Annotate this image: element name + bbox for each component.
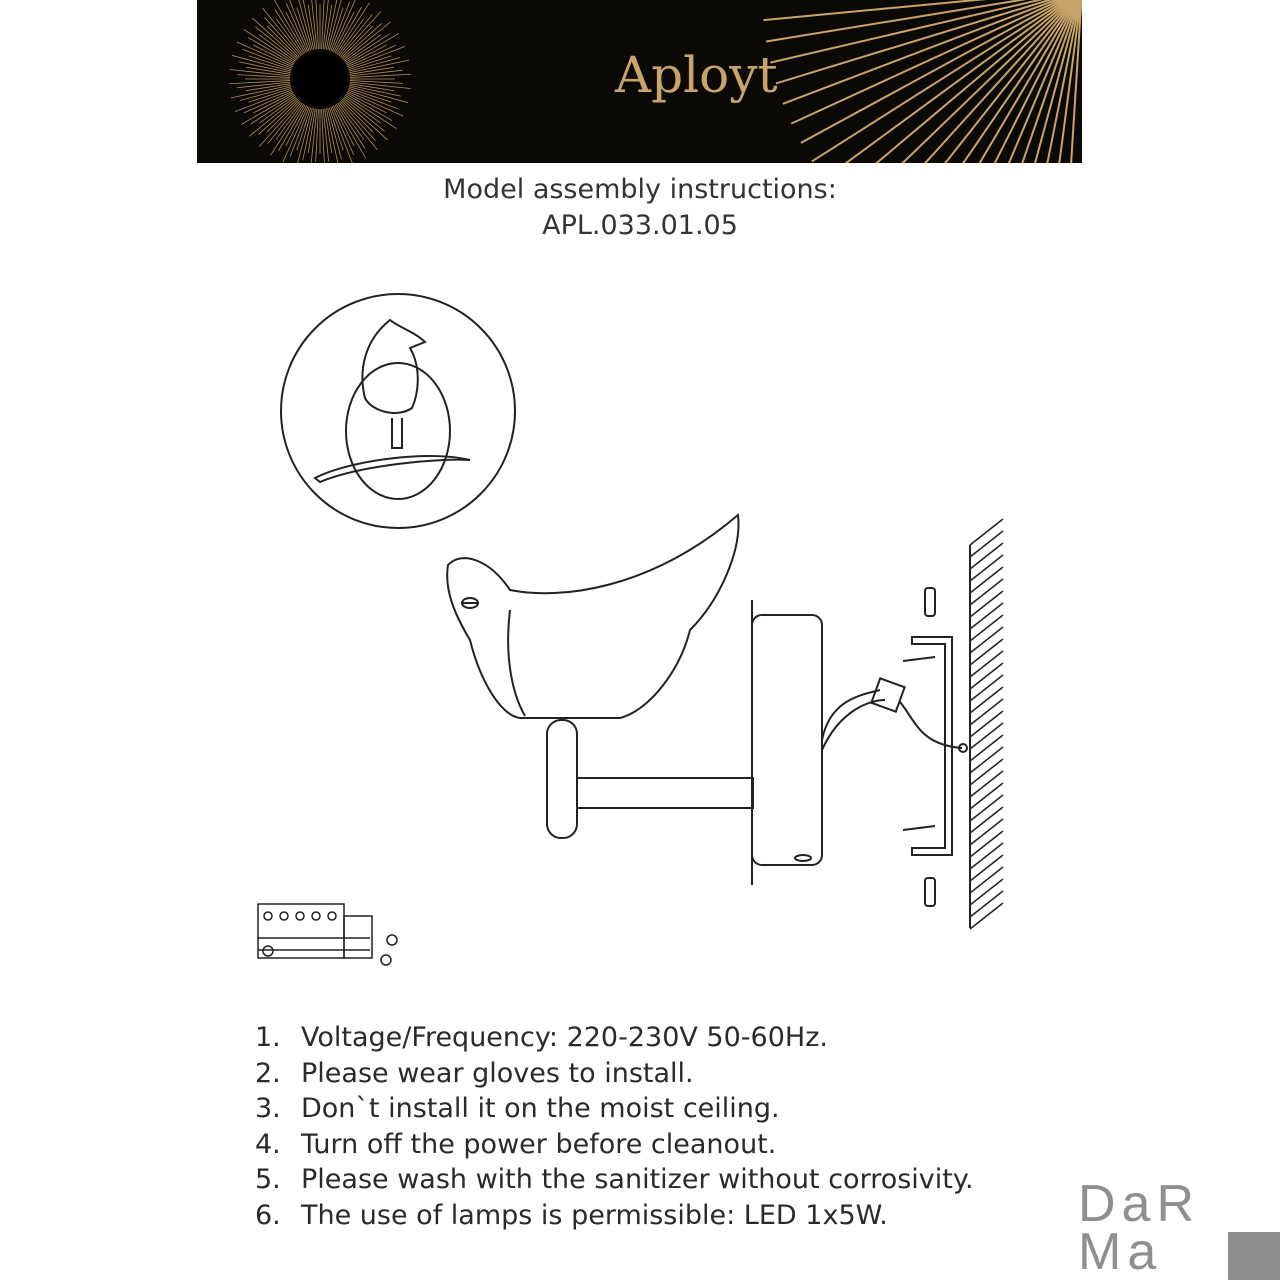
list-item: 4. Turn off the power before cleanout. bbox=[255, 1128, 777, 1160]
document-title: Model assembly instructions: bbox=[443, 174, 837, 205]
watermark-logo: DaR Ma bbox=[1078, 1180, 1280, 1280]
list-item: 5. Please wash with the sanitizer without corrosivity. bbox=[255, 1164, 974, 1196]
sun-center-icon bbox=[293, 52, 347, 106]
brand-logo: Aployt bbox=[615, 46, 778, 104]
list-item: 3. Don`t install it on the moist ceiling. bbox=[255, 1093, 780, 1125]
lamp-preview-inset bbox=[281, 294, 515, 528]
assembly-diagram bbox=[0, 270, 1280, 990]
lamp-side-view bbox=[447, 515, 970, 928]
instruction-list bbox=[255, 1020, 974, 1234]
list-item: 6. The use of lamps is permissible: LED 1x5W. bbox=[255, 1199, 888, 1231]
brand-banner bbox=[197, 0, 1082, 163]
model-number: APL.033.01.05 bbox=[542, 210, 738, 241]
wiring-diagram bbox=[258, 904, 397, 965]
list-item: 2. Please wear gloves to install. bbox=[255, 1057, 694, 1089]
list-item: 1. Voltage/Frequency: 220-230V 50-60Hz. bbox=[255, 1022, 828, 1053]
